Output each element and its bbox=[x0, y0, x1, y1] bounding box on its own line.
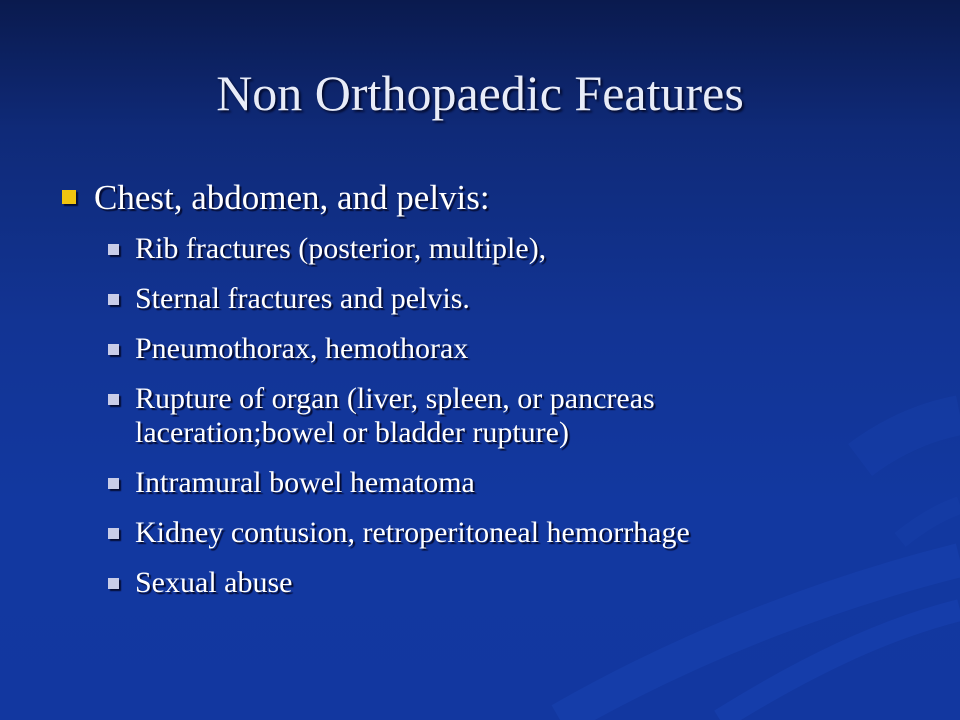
sub-bullet-item bbox=[108, 516, 848, 550]
sub-bullet-item bbox=[108, 232, 848, 266]
sub-bullet-item bbox=[108, 382, 848, 450]
square-bullet-icon bbox=[108, 294, 119, 305]
sub-bullet-text: Rib fractures (posterior, multiple), bbox=[135, 232, 547, 265]
sub-bullet-text: Sternal fractures and pelvis. bbox=[135, 282, 470, 315]
slide-title: Non Orthopaedic Features bbox=[216, 65, 744, 121]
sub-bullet-item bbox=[108, 566, 848, 600]
main-bullet-text: Chest, abdomen, and pelvis: bbox=[94, 178, 490, 217]
sub-bullet-item bbox=[108, 332, 848, 366]
sub-bullet-text: Pneumothorax, hemothorax bbox=[135, 332, 469, 365]
square-bullet-icon bbox=[108, 394, 119, 405]
sub-bullet-list bbox=[108, 232, 848, 616]
square-bullet-icon bbox=[108, 578, 119, 589]
square-bullet-icon bbox=[62, 190, 76, 204]
sub-bullet-item bbox=[108, 466, 848, 500]
square-bullet-icon bbox=[108, 528, 119, 539]
sub-bullet-text: Sexual abuse bbox=[135, 566, 293, 599]
sub-bullet-text: Kidney contusion, retroperitoneal hemorrhage bbox=[135, 516, 690, 549]
sub-bullet-text: Intramural bowel hematoma bbox=[135, 466, 475, 499]
sub-bullet-text: Rupture of organ (liver, spleen, or pancreas laceration;bowel or bladder rupture) bbox=[135, 382, 655, 449]
square-bullet-icon bbox=[108, 478, 119, 489]
square-bullet-icon bbox=[108, 244, 119, 255]
square-bullet-icon bbox=[108, 344, 119, 355]
sub-bullet-item bbox=[108, 282, 848, 316]
